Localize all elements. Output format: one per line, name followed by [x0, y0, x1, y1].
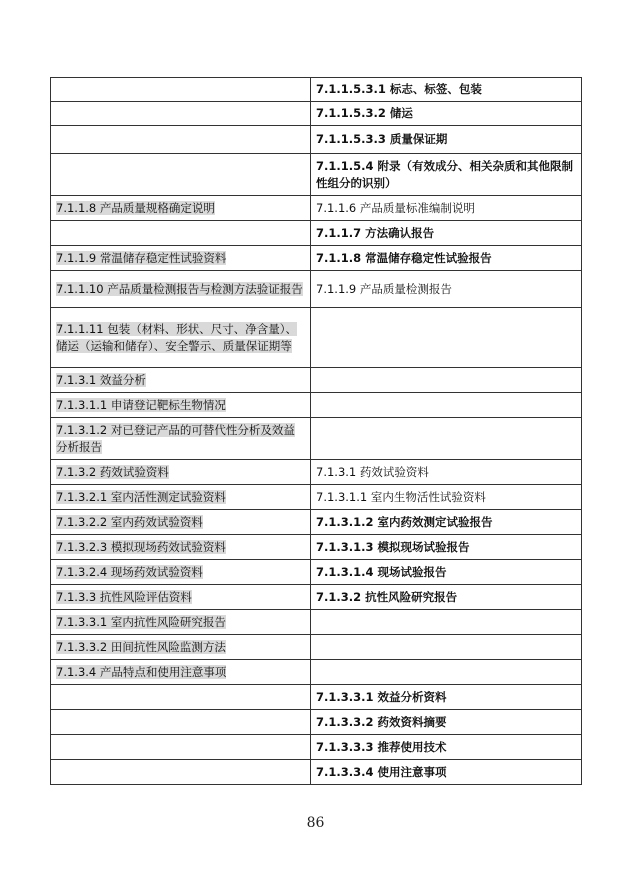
table-row: [51, 660, 582, 685]
cell-text-left: 7.1.3.1.1 申请登记靶标生物情况: [56, 397, 226, 412]
table-cell-left: [51, 196, 311, 221]
table-row: [51, 585, 582, 610]
table-cell-left: [51, 585, 311, 610]
table-cell-left: [51, 510, 311, 535]
table-row: [51, 368, 582, 393]
cell-text-right: 7.1.1.5.3.1 标志、标签、包装: [316, 82, 482, 96]
table-row: [51, 78, 582, 102]
table-cell-left: [51, 485, 311, 510]
table-cell-right: [311, 271, 582, 308]
cell-text-left: 7.1.1.11 包装（材料、形状、尺寸、净含量）、储运（运输和储存）、安全警示、质量保证期等: [56, 321, 297, 353]
table-cell-right: [311, 635, 582, 660]
cell-text-right: 7.1.1.5.3.2 储运: [316, 106, 413, 120]
table-cell-right: [311, 535, 582, 560]
cell-text-right: 7.1.1.5.4 附录（有效成分、相关杂质和其他限制性组分的识别）: [316, 158, 573, 190]
table-cell-left: [51, 760, 311, 785]
cell-text-right: 7.1.3.1.3 模拟现场试验报告: [316, 539, 470, 554]
table-cell-left: [51, 685, 311, 710]
table-cell-left: [51, 610, 311, 635]
table-cell-left: [51, 271, 311, 308]
cell-text-right: 7.1.3.1.4 现场试验报告: [316, 564, 447, 579]
table-row: [51, 485, 582, 510]
table-cell-right: [311, 196, 582, 221]
table-cell-left: [51, 78, 311, 102]
cell-text-left: 7.1.3.4 产品特点和使用注意事项: [56, 664, 227, 679]
cell-text-left: 7.1.3.2 药效试验资料: [56, 464, 169, 479]
table-cell-right: [311, 78, 582, 102]
table-cell-left: [51, 368, 311, 393]
cell-text-left: 7.1.3.2.3 模拟现场药效试验资料: [56, 539, 226, 554]
cell-text-right: 7.1.3.1 药效试验资料: [316, 464, 429, 479]
cell-text-right: 7.1.1.6 产品质量标准编制说明: [316, 200, 475, 215]
cell-text-right: 7.1.3.2 抗性风险研究报告: [316, 589, 458, 604]
table-row: [51, 735, 582, 760]
table-row: [51, 610, 582, 635]
table-cell-left: [51, 660, 311, 685]
table-cell-right: [311, 368, 582, 393]
cell-text-left: 7.1.3.3 抗性风险评估资料: [56, 589, 192, 604]
table-cell-left: [51, 418, 311, 460]
table-row: [51, 635, 582, 660]
table-row: [51, 418, 582, 460]
table-cell-right: [311, 126, 582, 154]
table-body: [51, 78, 582, 785]
table-row: [51, 126, 582, 154]
table-cell-right: [311, 418, 582, 460]
table-cell-left: [51, 460, 311, 485]
table-cell-left: [51, 560, 311, 585]
table-cell-left: [51, 735, 311, 760]
cell-text-right: 7.1.3.3.1 效益分析资料: [316, 689, 447, 704]
table-cell-right: [311, 685, 582, 710]
table-row: [51, 393, 582, 418]
table-cell-left: [51, 154, 311, 196]
table-cell-left: [51, 535, 311, 560]
table-cell-left: [51, 126, 311, 154]
table-cell-right: [311, 460, 582, 485]
table-row: [51, 271, 582, 308]
cell-text-left: 7.1.3.3.1 室内抗性风险研究报告: [56, 614, 226, 629]
cell-text-right: 7.1.3.3.2 药效资料摘要: [316, 714, 447, 729]
table-row: [51, 221, 582, 246]
cell-text-right: 7.1.3.1.2 室内药效测定试验报告: [316, 514, 493, 529]
table-row: [51, 760, 582, 785]
table-cell-right: [311, 585, 582, 610]
cell-text-right: 7.1.1.9 产品质量检测报告: [316, 281, 452, 296]
table-cell-left: [51, 393, 311, 418]
cell-text-left: 7.1.3.1.2 对已登记产品的可替代性分析及效益分析报告: [56, 422, 295, 454]
cell-text-left: 7.1.3.3.2 田间抗性风险监测方法: [56, 639, 226, 654]
table-cell-right: [311, 246, 582, 271]
table-cell-right: [311, 221, 582, 246]
cell-text-right: 7.1.1.7 方法确认报告: [316, 225, 435, 240]
table-cell-right: [311, 510, 582, 535]
table-row: [51, 560, 582, 585]
table-cell-left: [51, 308, 311, 368]
table-row: [51, 196, 582, 221]
cell-text-left: 7.1.3.2.1 室内活性测定试验资料: [56, 489, 226, 504]
table-row: [51, 460, 582, 485]
table-cell-left: [51, 246, 311, 271]
table-cell-left: [51, 710, 311, 735]
cell-text-left: 7.1.1.9 常温储存稳定性试验资料: [56, 250, 227, 265]
page-number: 86: [306, 815, 325, 831]
table-cell-right: [311, 610, 582, 635]
cell-text-left: 7.1.3.1 效益分析: [56, 372, 146, 387]
cell-text-right: 7.1.1.8 常温储存稳定性试验报告: [316, 250, 492, 265]
table-cell-right: [311, 154, 582, 196]
table-row: [51, 510, 582, 535]
table-row: [51, 710, 582, 735]
table-cell-left: [51, 635, 311, 660]
document-table: [50, 77, 582, 785]
table-cell-right: [311, 102, 582, 126]
table-cell-right: [311, 660, 582, 685]
table-row: [51, 308, 582, 368]
table-cell-left: [51, 102, 311, 126]
table-cell-right: [311, 710, 582, 735]
table-row: [51, 535, 582, 560]
table-cell-right: [311, 393, 582, 418]
cell-text-left: 7.1.1.10 产品质量检测报告与检测方法验证报告: [56, 281, 303, 296]
table-cell-right: [311, 485, 582, 510]
table-cell-left: [51, 221, 311, 246]
cell-text-left: 7.1.1.8 产品质量规格确定说明: [56, 200, 215, 215]
cell-text-left: 7.1.3.2.4 现场药效试验资料: [56, 564, 203, 579]
cell-text-right: 7.1.3.1.1 室内生物活性试验资料: [316, 489, 486, 504]
table-cell-right: [311, 760, 582, 785]
table-row: [51, 246, 582, 271]
table-row: [51, 685, 582, 710]
table-row: [51, 102, 582, 126]
cell-text-right: 7.1.1.5.3.3 质量保证期: [316, 132, 448, 146]
table-cell-right: [311, 308, 582, 368]
cell-text-right: 7.1.3.3.3 推荐使用技术: [316, 739, 447, 754]
table-cell-right: [311, 560, 582, 585]
cell-text-left: 7.1.3.2.2 室内药效试验资料: [56, 514, 203, 529]
cell-text-right: 7.1.3.3.4 使用注意事项: [316, 764, 447, 779]
table-row: [51, 154, 582, 196]
table-cell-right: [311, 735, 582, 760]
